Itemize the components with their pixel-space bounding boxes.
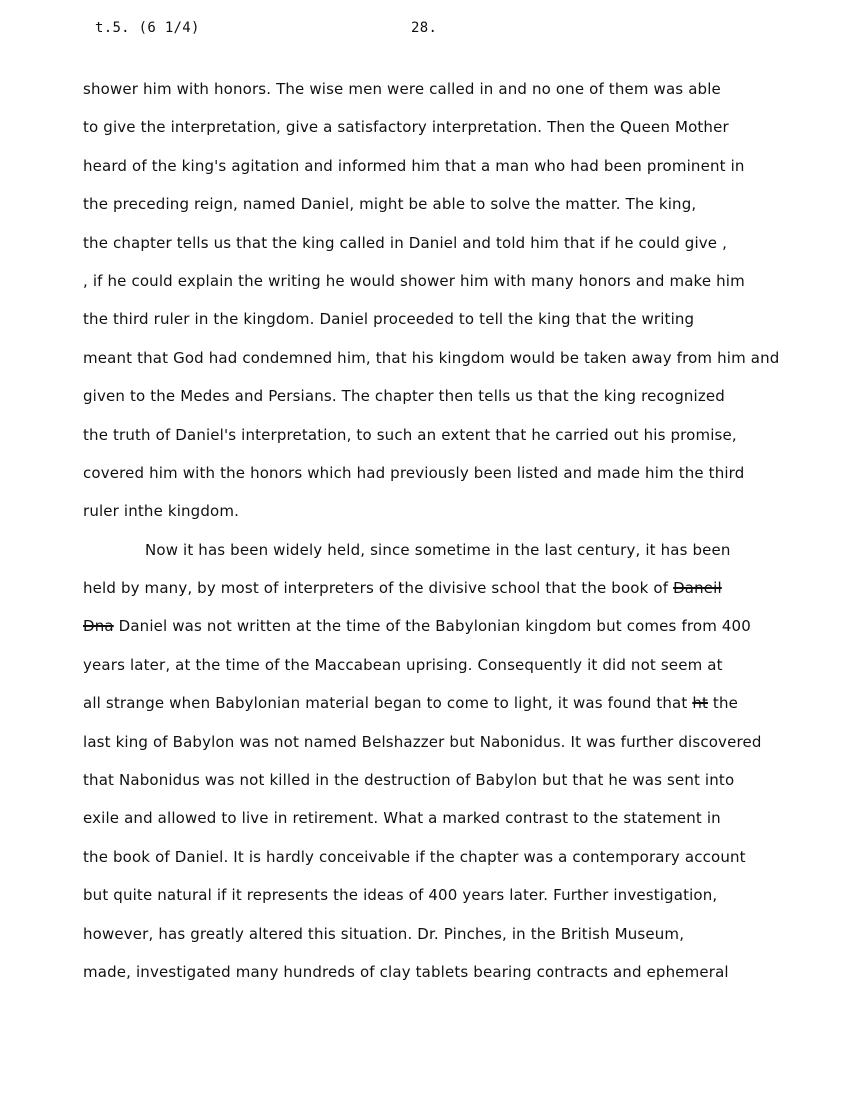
- text-line: made, investigated many hundreds of clay tablets bearing contracts and ephemeral: [83, 962, 729, 981]
- text-line: shower him with honors. The wise men were called in and no one of them was able: [83, 80, 721, 98]
- struck-out-text: ht: [692, 694, 709, 713]
- text-line: [83, 613, 828, 651]
- body-text: [83, 76, 828, 997]
- text-line: heard of the king's agitation and informed him that a man who had been prominent in: [83, 156, 745, 175]
- page-reference: t.5. (6 1/4): [95, 20, 200, 36]
- line-text: the: [708, 694, 739, 713]
- text-line: the chapter tells us that the king called in Daniel and told him that if he could give ,: [83, 233, 728, 252]
- page-number: 28.: [411, 20, 438, 36]
- text-line: the book of Daniel. It is hardly conceivable if the chapter was a contemporary account: [83, 847, 746, 866]
- struck-out-text: Daneil: [673, 579, 722, 598]
- text-line: the third ruler in the kingdom. Daniel proceeded to tell the king that the writing: [83, 310, 695, 329]
- text-line: ruler inthe kingdom.: [83, 502, 240, 521]
- page-header: [0, 20, 852, 42]
- text-line: the preceding reign, named Daniel, might be able to solve the matter. The king,: [83, 195, 697, 214]
- text-line: [83, 575, 828, 613]
- text-line: to give the interpretation, give a satisfactory interpretation. Then the Queen Mother: [83, 118, 729, 137]
- text-line: that Nabonidus was not killed in the destruction of Babylon but that he was sent into: [83, 771, 735, 790]
- text-line: , if he could explain the writing he would shower him with many honors and make him: [83, 271, 745, 290]
- struck-out-text: Dna: [83, 617, 114, 636]
- line-text: all strange when Babylonian material began to come to light, it was found that: [83, 694, 693, 713]
- line-text: Daniel was not written at the time of the Babylonian kingdom but comes from 400: [113, 617, 751, 636]
- text-line: given to the Medes and Persians. The chapter then tells us that the king recognized: [83, 387, 725, 406]
- text-line: years later, at the time of the Maccabean uprising. Consequently it did not seem at: [83, 655, 723, 674]
- text-line: but quite natural if it represents the ideas of 400 years later. Further investigation,: [83, 886, 718, 905]
- text-line: exile and allowed to live in retirement. What a marked contrast to the statement in: [83, 809, 721, 828]
- text-line: however, has greatly altered this situation. Dr. Pinches, in the British Museum,: [83, 924, 685, 943]
- text-line: [83, 690, 828, 728]
- text-line: covered him with the honors which had previously been listed and made him the third: [83, 463, 745, 482]
- line-text: held by many, by most of interpreters of the divisive school that the book of: [83, 579, 674, 598]
- text-line: meant that God had condemned him, that his kingdom would be taken away from him and: [83, 348, 780, 367]
- paragraph-start-line: Now it has been widely held, since sometime in the last century, it has been: [145, 540, 731, 559]
- text-line: last king of Babylon was not named Belshazzer but Nabonidus. It was further discovered: [83, 732, 762, 751]
- text-line: the truth of Daniel's interpretation, to such an extent that he carried out his promise,: [83, 425, 737, 444]
